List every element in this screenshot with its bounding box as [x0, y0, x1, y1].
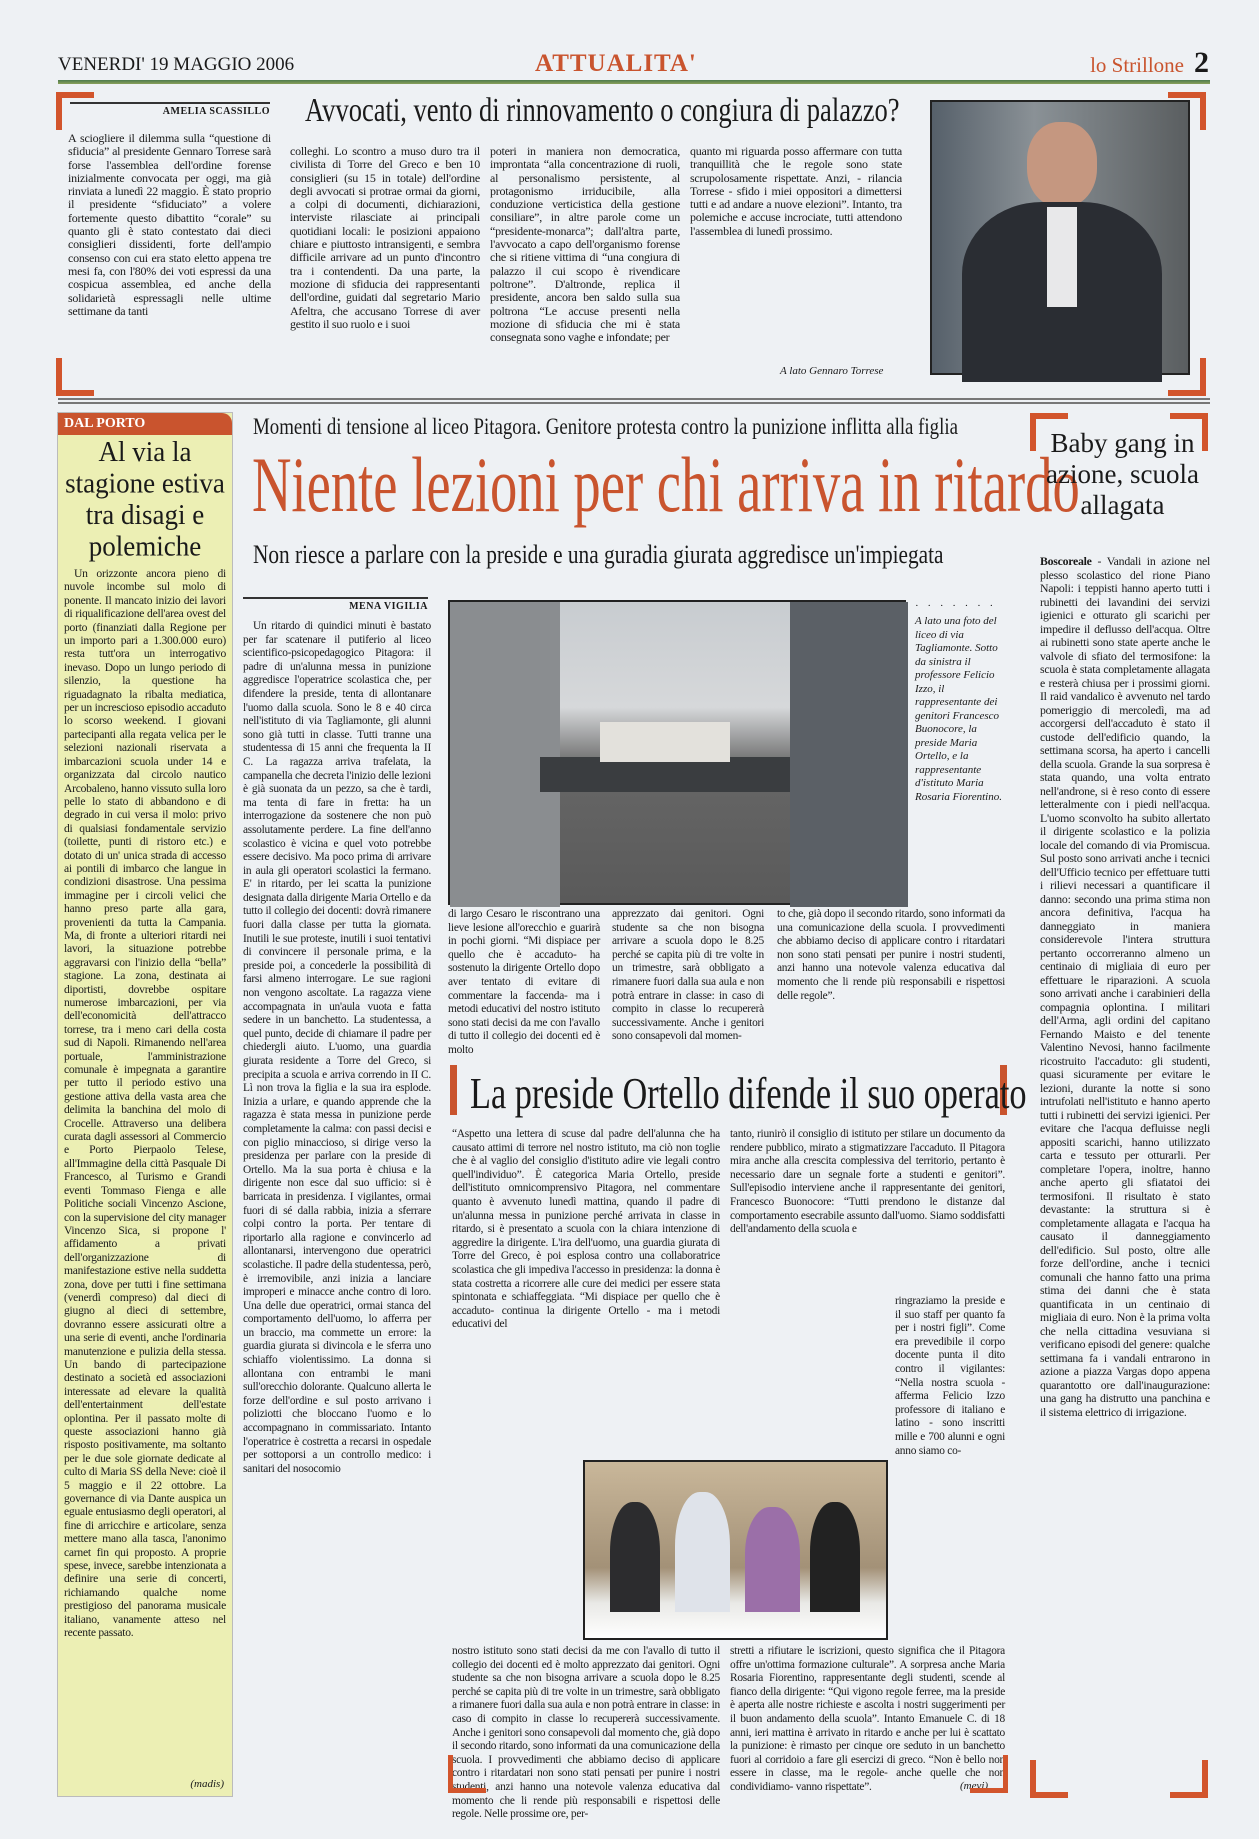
- photo-caption: A lato Gennaro Torrese: [780, 365, 884, 377]
- headline: Avvocati, vento di rinnovamento o congiura di palazzo?: [305, 92, 900, 129]
- sidebar-body: Un orizzonte ancora pieno di nuvole incombe sul molo di ponente. Il mancato inizio dei lavori di riqualificazione dell'area ovest del porto (finanziati dalla Regione per un importo pari a 1.300.000 euro) resta tutt'ora un interrogativo inevaso. Dopo un lungo periodo di silenzio, la questione ha riguadagnato la ribalta mediatica, per un increscioso episodio accaduto lo scorso weekend. I giovani partecipanti alla regata velica per le selezioni nazionali riservata a imbarcazioni scuola under 14 e organizzata dal circolo nautico Arcobaleno, hanno vissuto sulla loro pelle lo stato di abbandono e di degrado in cui versa il molo: privo di qualsiasi fondamentale servizio (toilette, punti di ristoro etc.) e dotato di un' unica strada di accesso ai pontili di imbarco che langue in condizioni disastrose. Una pessima immagine per i circoli velici che hanno preso parte alla gara, provenienti da tutta la Campania. Ma, di fronte a ulteriori ritardi nei lavori, la situazione potrebbe aggravarsi con l'inizio della “bella” stagione. La zona, destinata ai diportisti, dovrebbe ospitare numerose imbarcazioni, per via dell'economicità dell'attracco torrese, tra i meno cari della costa sud di Napoli. Rimanendo nell'area portuale, l'amministrazione comunale è impegnata a garantire per tutto il periodo estivo una gestione attiva della vasta area che delimita la banchina del molo di Crocelle. Attraverso una delibera curata dagli assessori al Commercio e Porto Pierpaolo Telese, all'Immagine della città Pasquale Di Francesco, al Turismo e Grandi eventi Tommaso Fienga e alle Politiche sociali Vincenzo Ascione, con la supervisione del city manager Vincenzo Sica, si propone l' affidamento a privati dell'organizzazione di manifestazione estive nella suddetta zona, dove per tutti i fine settimana (venerdì compreso) dal dieci di giugno al dieci di settembre, dovranno essere assicurati oltre a una serie di eventi, anche l'ordinaria manutenzione e pulizia della stessa. Un bando di partecipazione destinato a società ed associazioni interessate ad elevare la qualità dell'entertainment dell'estate oplontina. Per il passato molte di queste associazioni hanno già risposto positivamente, ma soltanto per le due sole giornate dedicate al culto di Maria SS della Neve: cioè il 5 maggio e il 22 ottobre. La governance di via Dante auspica un eguale entusiasmo degli operatori, al fine di arricchire e articolare, senza mettere mano alla tasca, l'anonimo carnet fin qui proposto. A proprie spese, invece, sarebbe intenzionata a definire una serie di concerti, richiamando qualche nome prestigioso del panorama musicale italiano, vanamente atteso nel recente passato.: [64, 567, 226, 1640]
- article-column: nostro istituto sono stati decisi da me con l'avallo di tutto il collegio dei docenti ed è molto apprezzato dai genitori. Ogni studente sa che non bisogna arrivare a scuola dopo le 8.25 perché se capita più di tre volte in un trimestre, sarà obbligato a rimanere fuori dalla sua aula e non potrà entrare in classe: in caso di compito in classe lo recupererà successivamente. Anche i genitori sono consapevoli dal momento che, già dopo il secondo ritardo, sono informati da una comunicazione della scuola. I provvedimenti che abbiamo deciso di applicare contro i ritardatari non sono stati pensati per punire i nostri studenti, anzi hanno una notevole valenza educativa dal momento che li rende più responsabili e rispettosi delle regole. Nelle prossime ore, per-: [452, 1645, 720, 1821]
- second-headline: La preside Ortello difende il suo operato: [470, 1069, 1027, 1118]
- signature: (madis): [190, 1778, 224, 1790]
- photo-caption: A lato una foto del liceo di via Tagliamonte. Sotto da sinistra il professore Felicio Izzo, il rappresentante dei genitori Francesco Buonocore, la preside Maria Ortello, e la rappresentante d'istituto Maria Rosaria Fiorentino.: [915, 615, 1002, 803]
- article-column: to che, già dopo il secondo ritardo, sono informati da una comunicazione della scuola. I provvedimenti che abbiamo deciso di applicare contro i ritardatari non sono stati pensati per punire i nostri studenti, anzi hanno una notevole valenza educativa dal momento che li rende più responsabili e rispettosi delle regole”.: [777, 908, 1005, 1002]
- article-column: ringraziamo la preside e il suo staff per quanto fa per i nostri figli”. Come era prevedibile il corpo docente punta il dito contro il vigilantes: “Nella nostra scuola - afferma Felicio Izzo professore di italiano e latino - sono inscritti mille e 700 alunni e ogni anno siamo co-: [895, 1295, 1005, 1457]
- article-column: quanto mi riguarda posso affermare con tutta tranquillità che le regole sono state scrupolosamente rispettate. Anzi, - rilancia Torrese - sfido i miei oppositori a dimettersi tutti e ad andare a nuove elezioni”. Intanto, tra polemiche e accuse incrociate, tutti attendono l'assemblea di lunedì prossimo.: [690, 144, 902, 238]
- header-rule: [58, 80, 1210, 84]
- byline: MENA VIGILIA: [243, 597, 428, 612]
- torrese-photo: [930, 100, 1190, 375]
- right-headline: Baby gang in azione, scuola allagata: [1046, 428, 1199, 520]
- kicker: Momenti di tensione al liceo Pitagora. Genitore protesta contro la punizione inflitta alla figlia: [253, 414, 958, 439]
- byline: AMELIA SCASSILLO: [70, 102, 270, 117]
- article-column: tanto, riunirò il consiglio di istituto per stilare un documento da rendere pubblico, mirato a stigmatizzare l'accaduto. Il Pitagora mira anche alla crescita complessiva del territorio, pertanto è necessario dare un segnale forte a studenti e genitori”. Sull'episodio interviene anche il rappresentante dei genitori, Francesco Buonocore: “Tutti prendono le distanze dal comportamento esecrabile assunto dall'uomo. Siamo soddisfatti dell'andamento della scuola e: [730, 1128, 1005, 1236]
- page-number: 2: [1194, 46, 1209, 79]
- article-column: poteri in maniera non democratica, improntata “alla concentrazione di ruoli, al personalismo persistente, al protagonismo irriducibile, alla conduzione verticistica della gestione consiliare”, in altre parole come un “presidente-monarca”; dall'altra parte, l'avvocato a capo dell'organismo forense che si ritiene vittima di “una congiura di palazzo il cui scopo è rivendicare poltrone”. D'altronde, replica il presidente, ancora ben saldo sulla sua poltrona “Le accuse presenti nella mozione di sfiducia che mi è stata consegnata sono vaghe e infondate; per: [490, 144, 680, 345]
- main-headline: Niente lezioni per chi arriva in ritardo: [252, 441, 1080, 528]
- signature: (mevi): [960, 1780, 989, 1792]
- group-photo: [583, 1460, 888, 1640]
- article-column: di largo Cesaro le riscontrano una lieve lesione all'orecchio e guarirà in pochi giorni. “Mi dispiace per quello che è accaduto- ha sostenuto la dirigente Ortello dopo aver tentato di evitare di commentare la faccenda- ma i metodi educativi del nostro istituto sono stati decisi da me con l'avallo di tutto il collegio dei docenti ed è molto: [448, 908, 600, 1056]
- article-column: “Aspetto una lettera di scuse dal padre dell'alunna che ha causato attimi di terrore nel nostro istituto, ma ciò non toglie che è al vaglio del consiglio d'istituto adire vie legali contro quell'individuo”. È categorica Maria Ortello, preside dell'istituto omnicomprensivo Pitagora, nel commentare quanto è avvenuto lunedì mattina, quando il padre di un'alunna messa in punizione perché arrivata in classe in ritardo, si è presentato a scuola con la chiara intenzione di aggredire la dirigente. L'ira dell'uomo, una guardia giurata di Torre del Greco, è poi esplosa contro una collaboratrice scolastica che gli impediva l'accesso in presidenza: la donna è stata costretta a ricorrere alle cure dei medici per essere stata spintonata e schiaffeggiata. “Mi dispiace per quello che è accaduto- continua la dirigente Ortello - ma i metodi educativi del: [452, 1128, 720, 1331]
- issue-date: VENERDI' 19 MAGGIO 2006: [58, 54, 295, 75]
- school-photo: [448, 600, 906, 905]
- article-column: stretti a rifiutare le iscrizioni, questo significa che il Pitagora offre un'ottima formazione culturale”. A sorpresa anche Maria Rosaria Fiorentino, rappresentante degli studenti, scende al fianco della dirigente: “Qui vigono regole ferree, ma la preside è aperta alle nostre richieste e ascolta i nostri suggerimenti per il buon andamento della scuola”. Intanto Emanuele C. di 18 anni, ieri mattina è arrivato in ritardo e anche per lui è scattato la punizione: è rimasto per cinque ore seduto in un banchetto fuori al corridoio a fare gli esercizi di greco. “Non è bello non essere in classe, ma le regole- anche quelle che non condividiamo- vanno rispettate”.: [730, 1645, 1005, 1793]
- right-body: - Vandali in azione nel plesso scolastico del rione Piano Napoli: i teppisti hanno aperto tutti i rubinetti dei lavandini dei servizi igienici e otturato gli scarichi per impedire il deflusso dell'acqua. Oltre ai rubinetti sono state aperte anche le valvole di sfiato del termosifone: la scuola è stata completamente allagata e resterà chiusa per i prossimi giorni. Il raid vandalico è avvenuto nel tardo pomeriggio di mercoledì, ma ad accorgersi dell'accaduto è stato il custode dell'edificio quando, la settimana scorsa, ha aperto i cancelli della scuola. Grande la sua sorpresa è stata quando, una volta entrato nell'androne, si è reso conto di essere letteralmente con i piedi nell'acqua. L'uomo sconvolto ha subito allertato il dirigente scolastico e la polizia locale del comando di via Promiscua. Sul posto sono arrivati anche i tecnici dell'Ufficio tecnico per effettuare tutti i rilievi necessari a quantificare il danno: secondo una prima stima non ancora definitiva, l'acqua ha danneggiato in maniera considerevole l'intera struttura pertanto occorreranno almeno un centinaio di migliaia di euro per effettuare le riparazioni. A scuola sono arrivati anche i carabinieri della compagnia oplontina. I militari dell'Arma, agli ordini del capitano Fernando Maisto e del tenente Valentino Nevosi, hanno facilmente ricostruito l'accaduto: gli studenti, quasi sicuramente per evitare le lezioni, durante la notte si sono intrufolati nell'istituto e hanno aperto tutti i rubinetti dei servizi igienici. Per evitare che l'acqua defluisse negli appositi scarichi, hanno utilizzato carta e tessuto per otturarli. Per completare l'opera, inoltre, hanno anche aperto gli sfiatatoi dei termosifoni. Il risultato è stato devastante: la struttura si è completamente allagata e l'acqua ha causato il danneggiamento dell'edificio. Sul posto, oltre alle forze dell'ordine, anche i tecnici comunali che hanno fatto una prima stima dei danni che è stata quantificata in un centinaio di migliaia di euro. Non è la prima volta che nella cittadina vesuviana si verificano episodi del genere: qualche settimana fa i vandali entrarono in azione a piazza Vargas dopo appena quarantotto ore dall'inaugurazione: una gang ha distrutto una panchina e il sistema elettrico di irrigazione.: [1040, 554, 1210, 1419]
- subtitle: Non riesce a parlare con la preside e una guradia giurata aggredisce un'impiegata: [253, 540, 944, 569]
- sidebar-box: [57, 412, 233, 1797]
- sidebar-title: Al via la stagione estiva tra disagi e polemiche: [65, 435, 225, 562]
- article-column: apprezzato dai genitori. Ogni studente sa che non bisogna arrivare a scuola dopo le 8.25 perché se capita più di tre volte in un trimestre, sarà obbligato a rimanere fuori dalla sua aula e non potrà entrare in classe: in caso di compito in classe lo recupererà successivamente. Anche i genitori sono consapevoli dal momen-: [612, 908, 764, 1043]
- article-column: Un ritardo di quindici minuti è bastato per far scatenare il putiferio al liceo scientifico-psicopedagogico Pitagora: il padre di un'alunna messa in punizione aggredisce l'operatrice scolastica che, per difendere la preside, tenta di allontanare l'uomo dalla scuola. Sono le 8 e 40 circa nell'istituto di via Tagliamonte, gli alunni sono già tutti in classe. Tutti tranne una studentessa di 15 anni che frequenta la II C. La ragazza arriva trafelata, la campanella che decreta l'inizio delle lezioni è già suonata da un pezzo, sa che è tardi, ma tenta di fare in fretta: ha un interrogazione da sostenere che non può assolutamente perdere. La fine dell'anno scolastico è vicina e quel voto potrebbe essere decisivo. Ma poco prima di arrivare in aula gli operatori scolastici la fermano. E' in ritardo, per lei scatta la punizione designata dalla dirigente Maria Ortello e da tutto il collegio dei docenti: dovrà rimanere fuori dalla classe per tutta la giornata. Inutili le sue proteste, inutili i suoi tentativi di convincere il personale prima, e la preside poi, a concederle la possibilità di farsi almeno interrogare. Le sue ragioni non vengono ascoltate. La ragazza viene accompagnata in un'aula vuota e fatta sedere in un banchetto. La studentessa, a quel punto, decide di chiamare il padre per chiedergli aiuto. L'uomo, una guardia giurata residente a Torre del Greco, si precipita a scuola e arriva correndo in II C. Lì non trova la figlia e la sua ira esplode. Inizia a urlare, e quando apprende che la ragazza è stata messa in punizione perde completamente la calma: con passi decisi e con piglio minaccioso, si dirige verso la presidenza per parlare con la preside di Ortello. Ma la sua porta è chiusa e la dirigente non esce dal suo ufficio: si è barricata in presidenza. I vigilantes, ormai fuori di sé dalla rabbia, inizia a sferrare colpi contro la porta. Per tentare di riportarlo alla ragione e convincerlo ad allontanarsi, intervengono due operatrici scolastiche. Il padre della studentessa, però, è irremovibile, anzi inizia a lanciare improperi e minacce anche contro di loro. Una delle due operatrici, ormai stanca del comportamento dell'uomo, lo afferra per un braccio, ma commette un errore: la guardia giurata si divincola e le sferra uno schiaffo violentissimo. La donna si allontana con entrambi le mani sull'orecchio dolorante. Qualcuno allerta le forze dell'ordine e sul posto arrivano i poliziotti che bloccano l'uomo e lo accompagnano in commissariato. Intanto l'operatrice è costretta a recarsi in ospedale per sottoporsi a un controllo medico: i sanitari del nosocomio: [243, 620, 431, 1475]
- section-divider: [58, 398, 1210, 404]
- dateline: Boscoreale: [1040, 554, 1092, 568]
- masthead: [1090, 46, 1209, 80]
- article-column: colleghi. Lo scontro a muso duro tra il civilista di Torre del Greco e ben 10 consiglieri (su 15 in totale) dell'ordine degli avvocati si protrae ormai da giorni, a colpi di documenti, dichiarazioni, interviste rilasciate ai principali quotidiani locali: le posizioni appaiono chiare e piuttosto intransigenti, e sembra difficile arrivare ad un punto d'incontro tra i contendenti. Da una parte, la mozione di sfiducia dei rappresentanti dell'ordine, guidati dal segretario Mario Afeltra, che accusano Torrese di aver gestito il suo ruolo e i suoi: [290, 144, 480, 331]
- section-label: DAL PORTO: [58, 413, 232, 435]
- section-title: ATTUALITA': [535, 50, 697, 77]
- article-column: A sciogliere il dilemma sulla “questione di sfiducia” al presidente Gennaro Torrese sarà forse l'assemblea dell'ordine forense inizialmente convocata per oggi, ma già rinviata a lunedì 22 maggio. È stato proprio il presidente “sfiduciato” a volere fortemente questo dibattito “corale” su quanto gli è stato contestato dai dieci consiglieri dissidenti, forte dell'ampio consenso con cui era stato eletto appena tre mesi fa, con l'80% dei voti espressi da una cospicua assemblea, ed anche della solidarietà espressagli nelle ultime settimane da tanti: [68, 131, 271, 318]
- caption-dots: · · · · · · ·: [915, 600, 997, 612]
- paper-name: lo Strillone: [1090, 53, 1184, 77]
